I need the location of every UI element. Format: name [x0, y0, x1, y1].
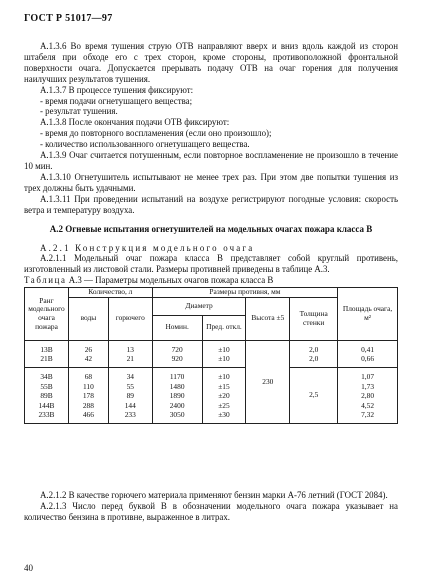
- table-cell: 3050: [169, 410, 185, 420]
- wall-cell-group-2: 2,5: [290, 367, 338, 423]
- table-cell: 178: [82, 391, 94, 401]
- table-cell: 89: [126, 391, 134, 401]
- fuel-cell-group-2: [108, 367, 152, 423]
- table-cell: 2,0: [309, 354, 319, 364]
- table-cell: 7,32: [361, 410, 375, 420]
- table-cell: 4,52: [361, 400, 375, 410]
- water-cell-group-1: [68, 340, 108, 367]
- header-quantity: Количество, л: [68, 288, 152, 298]
- list-item: - результат тушения.: [40, 106, 118, 117]
- header-rank: Ранг модельного очага пожара: [25, 288, 69, 341]
- paragraph-a1310: А.1.3.10 Огнетушитель испытывают не менее трех раз. При этом две попытки тушения из трех должны быть удачными.: [24, 171, 398, 193]
- fuel-cell-group-1: [108, 340, 152, 367]
- table-cell: 34B: [40, 371, 53, 381]
- area-cell-group-2: [338, 367, 398, 423]
- list-item: - время подачи огнетушащего вещества;: [40, 95, 193, 106]
- table-cell: ±30: [218, 410, 230, 420]
- table-cell: ±10: [218, 371, 230, 381]
- table-caption: [24, 275, 398, 286]
- tolerance-cell-group-2: [202, 367, 246, 423]
- header-area: Площадь очага, м²: [338, 288, 398, 341]
- table-cell: ±20: [218, 391, 230, 401]
- table-cell: 21B: [40, 354, 53, 364]
- table-cell: 13: [126, 344, 134, 354]
- section-heading-a2: А.2 Огневые испытания огнетушителей на модельных очагах пожара класса В: [49, 223, 373, 234]
- table-cell: 144B: [38, 400, 55, 410]
- paragraph-a213: А.2.1.3 Число перед буквой В в обозначении модельного очага пожара указывает на количество бензина в противне, выраженное в литрах.: [24, 500, 398, 522]
- table-cell: 55B: [40, 381, 53, 391]
- table-cell: ±15: [218, 381, 230, 391]
- table-cell: 1,73: [361, 381, 375, 391]
- list-item: - количество использованного огнетушащего вещества.: [40, 139, 250, 150]
- paragraph-a212: А.2.1.2 В качестве горючего материала применяют бензин марки А-76 летний (ГОСТ 2084).: [40, 490, 388, 500]
- area-cell-group-1: [338, 340, 398, 367]
- header-water: воды: [68, 297, 108, 340]
- table-cell: 21: [126, 354, 134, 364]
- wall-cell-group-1: [290, 340, 338, 367]
- header-height: Высота ±5: [246, 297, 290, 340]
- header-tolerance: Пред. откл.: [202, 315, 246, 340]
- table-cell: 233: [124, 410, 136, 420]
- table-cell: ±25: [218, 400, 230, 410]
- header-fuel: горючего: [108, 297, 152, 340]
- table-cell: 55: [126, 381, 134, 391]
- list-item: - время до повторного воспламенения (если оно произошло);: [40, 128, 272, 139]
- page-number: 40: [24, 563, 33, 573]
- table-cell: 288: [82, 400, 94, 410]
- height-cell: 230: [246, 340, 290, 423]
- table-cell: 68: [84, 371, 93, 381]
- document-header: ГОСТ Р 51017—97: [24, 13, 113, 24]
- table-cell: ±10: [218, 344, 230, 354]
- document-body: [24, 41, 398, 424]
- table-cell: 26: [84, 344, 93, 354]
- paragraph-a137: А.1.3.7 В процессе тушения фиксируют:: [40, 84, 194, 95]
- table-cell: ±10: [218, 354, 230, 364]
- table-cell: 89B: [40, 391, 53, 401]
- table-cell: 720: [171, 344, 183, 354]
- table-cell: 34: [126, 371, 134, 381]
- rank-cell-group-2: [25, 367, 69, 423]
- table-cell: 0,66: [361, 354, 375, 364]
- table-cell: 466: [82, 410, 94, 420]
- paragraph-a139: А.1.3.9 Очаг считается потушенным, если повторное воспламенение не произошло в течение 10 мин.: [24, 150, 398, 171]
- table-cell: 1890: [169, 391, 185, 401]
- table-caption-text: А.3 — Параметры модельных очагов пожара класса В: [68, 275, 274, 286]
- tolerance-cell-group-1: [202, 340, 246, 367]
- table-caption-word: Таблица: [24, 275, 67, 286]
- table-cell: 2,0: [309, 344, 319, 354]
- nominal-cell-group-2: [152, 367, 202, 423]
- parameters-table: [24, 287, 398, 424]
- table-cell: 1480: [169, 381, 185, 391]
- table-cell: 1,07: [361, 371, 375, 381]
- header-dims: Размеры противня, мм: [152, 288, 337, 298]
- table-cell: 144: [124, 400, 136, 410]
- paragraph-a138: А.1.3.8 После окончания подачи ОТВ фиксируют:: [40, 117, 230, 128]
- after-table-text: [24, 490, 398, 523]
- subsection-heading-a21: А.2.1 Конструкция модельного очага: [40, 242, 255, 253]
- table-cell: 13B: [40, 344, 53, 354]
- table-cell: 0,41: [361, 344, 375, 354]
- paragraph-a136: А.1.3.6 Во время тушения струю ОТВ направляют вверх и вниз вдоль каждой из сторон штабеля при обходе его с трех сторон, кроме стороны, противоположной фронтальной поверхности очага. Допускается прерывать подачу ОТВ на очаг горения для получения наилучших результатов тушения.: [24, 41, 398, 84]
- header-wall: Толщина стенки: [290, 297, 338, 340]
- table-cell: 42: [84, 354, 93, 364]
- table-cell: 233B: [38, 410, 55, 420]
- rank-cell-group-1: [25, 340, 69, 367]
- header-nominal: Номин.: [152, 315, 202, 340]
- table-cell: 110: [82, 381, 94, 391]
- header-diameter: Диаметр: [152, 297, 246, 315]
- table-cell: 2400: [169, 400, 185, 410]
- table-cell: 1170: [169, 371, 185, 381]
- table-cell: 2,80: [361, 391, 375, 401]
- paragraph-a211: А.2.1.1 Модельный очаг пожара класса В представляет собой круглый противень, изготовленный из листовой стали. Размеры противней приведены в таблице А.3.: [24, 253, 398, 275]
- nominal-cell-group-1: [152, 340, 202, 367]
- paragraph-a1311: А.1.3.11 При проведении испытаний на воздухе регистрируют погодные условия: скорость ветра и температуру воздуха.: [24, 193, 398, 215]
- water-cell-group-2: [68, 367, 108, 423]
- table-cell: 920: [171, 354, 183, 364]
